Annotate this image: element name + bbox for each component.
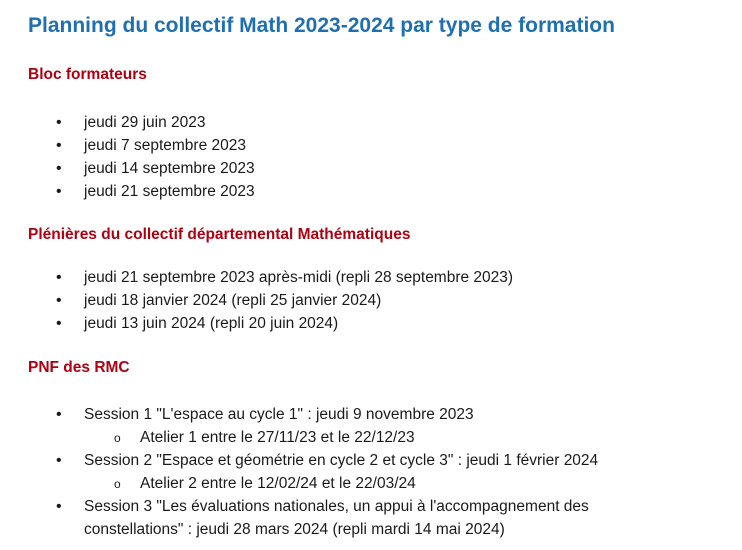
- list-item-text: Session 2 "Espace et géométrie en cycle 2 et cycle 3" : jeudi 1 février 2024: [84, 452, 599, 469]
- page-title: Planning du collectif Math 2023-2024 par type de formation: [28, 14, 615, 37]
- section-heading-bloc-formateurs: Bloc formateurs: [28, 66, 147, 83]
- list-item-text: jeudi 21 septembre 2023: [84, 183, 255, 200]
- list-item-text: jeudi 7 septembre 2023: [84, 137, 247, 154]
- bullet-icon: •: [56, 292, 62, 309]
- bullet-icon: •: [56, 315, 62, 332]
- bullet-icon: •: [56, 160, 62, 177]
- bullet-icon: •: [56, 114, 62, 131]
- circle-bullet-icon: o: [114, 477, 121, 491]
- list-item-text: Session 3 "Les évaluations nationales, un appui à l'accompagnement des: [84, 498, 589, 515]
- list-item-text: jeudi 14 septembre 2023: [84, 160, 255, 177]
- section-heading-plenieres: Plénières du collectif départemental Mathématiques: [28, 226, 411, 243]
- bullet-icon: •: [56, 498, 62, 515]
- list-item-text: jeudi 18 janvier 2024 (repli 25 janvier 2024): [84, 292, 382, 309]
- list-item-text: Session 1 "L'espace au cycle 1" : jeudi 9 novembre 2023: [84, 406, 474, 423]
- bullet-icon: •: [56, 406, 62, 423]
- section-heading-pnf-rmc: PNF des RMC: [28, 359, 130, 376]
- bullet-icon: •: [56, 269, 62, 286]
- list-item-text: jeudi 29 juin 2023: [84, 114, 206, 131]
- list-item-text: jeudi 13 juin 2024 (repli 20 juin 2024): [84, 315, 339, 332]
- list-item-text: jeudi 21 septembre 2023 après-midi (repli 28 septembre 2023): [84, 269, 514, 286]
- sub-list-item-text: Atelier 1 entre le 27/11/23 et le 22/12/23: [140, 429, 415, 446]
- bullet-icon: •: [56, 183, 62, 200]
- circle-bullet-icon: o: [114, 431, 121, 445]
- sub-list-item-text: Atelier 2 entre le 12/02/24 et le 22/03/24: [140, 475, 416, 492]
- bullet-icon: •: [56, 137, 62, 154]
- bullet-icon: •: [56, 452, 62, 469]
- list-item-text-continuation: constellations" : jeudi 28 mars 2024 (repli mardi 14 mai 2024): [84, 521, 505, 538]
